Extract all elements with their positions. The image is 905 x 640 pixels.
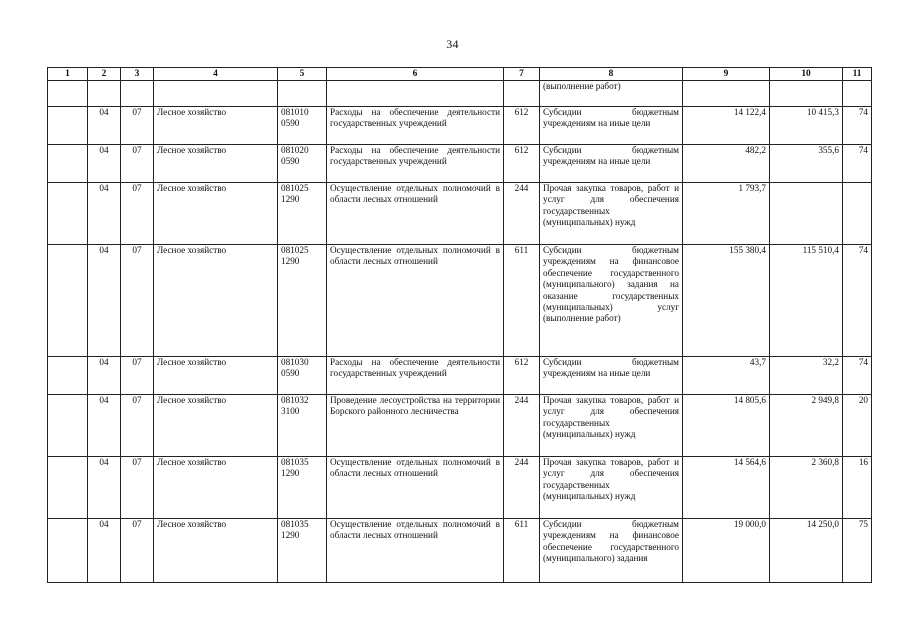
- cell-expense-type: 611: [504, 519, 540, 583]
- cell-target-article: 081032 3100: [278, 395, 327, 457]
- cell-percent: 74: [843, 357, 872, 395]
- cell-section-name: Лесное хозяйство: [154, 395, 278, 457]
- cell-amount-plan: 43,7: [683, 357, 770, 395]
- cell-section-name: Лесное хозяйство: [154, 107, 278, 145]
- cell-section: 04: [88, 395, 121, 457]
- cell-amount-fact: 2 360,8: [770, 457, 843, 519]
- cell-article-name: Расходы на обеспечение деятельности государственных учреждений: [327, 107, 504, 145]
- cell-amount-plan: 1 793,7: [683, 183, 770, 245]
- cell-target-article: 081030 0590: [278, 357, 327, 395]
- column-header: 6: [327, 68, 504, 81]
- column-header: 7: [504, 68, 540, 81]
- cell-amount-fact: 2 949,8: [770, 395, 843, 457]
- cell-target-article: 081020 0590: [278, 145, 327, 183]
- cell-section-name: Лесное хозяйство: [154, 457, 278, 519]
- cell-amount-plan: 14 564,6: [683, 457, 770, 519]
- cell-article-name: Расходы на обеспечение деятельности государственных учреждений: [327, 145, 504, 183]
- column-header: 9: [683, 68, 770, 81]
- cell-section-name: Лесное хозяйство: [154, 183, 278, 245]
- cell-section: 04: [88, 145, 121, 183]
- cell-subsection: 07: [121, 183, 154, 245]
- column-header: 1: [48, 68, 88, 81]
- column-header: 4: [154, 68, 278, 81]
- cell-expense-type: 244: [504, 457, 540, 519]
- cell-target-article: 081035 1290: [278, 519, 327, 583]
- cell-c1: [48, 457, 88, 519]
- cell-c1: [48, 357, 88, 395]
- cell-amount-plan: 155 380,4: [683, 245, 770, 357]
- cell-expense-name: Субсидии бюджетным учреждениям на иные цели: [540, 357, 683, 395]
- cell-amount-plan: 482,2: [683, 145, 770, 183]
- cell-section-name: Лесное хозяйство: [154, 245, 278, 357]
- cell-section: 04: [88, 457, 121, 519]
- continuation-text: (выполнение работ): [540, 81, 683, 107]
- cell-expense-type: 244: [504, 183, 540, 245]
- continuation-row: [48, 81, 872, 107]
- cell-target-article: 081025 1290: [278, 183, 327, 245]
- cell-section-name: Лесное хозяйство: [154, 519, 278, 583]
- table-row: [48, 457, 872, 519]
- cell-c1: [48, 107, 88, 145]
- cell-article-name: Осуществление отдельных полномочий в области лесных отношений: [327, 457, 504, 519]
- cell-c1: [48, 519, 88, 583]
- cell-subsection: 07: [121, 107, 154, 145]
- cell-subsection: 07: [121, 357, 154, 395]
- cell-c1: [48, 395, 88, 457]
- cell-target-article: 081035 1290: [278, 457, 327, 519]
- cell-expense-type: 612: [504, 357, 540, 395]
- cell-expense-name: Субсидии бюджетным учреждениям на иные цели: [540, 145, 683, 183]
- cell-c1: [48, 245, 88, 357]
- cell-section: 04: [88, 519, 121, 583]
- table-row: [48, 183, 872, 245]
- cell-section: 04: [88, 245, 121, 357]
- cell-article-name: Осуществление отдельных полномочий в области лесных отношений: [327, 183, 504, 245]
- cell-percent: 75: [843, 519, 872, 583]
- column-header: 8: [540, 68, 683, 81]
- cell-percent: 74: [843, 245, 872, 357]
- table-row: [48, 245, 872, 357]
- table-row: [48, 357, 872, 395]
- table-row: [48, 145, 872, 183]
- table-row: [48, 107, 872, 145]
- cell-article-name: Осуществление отдельных полномочий в области лесных отношений: [327, 245, 504, 357]
- cell-subsection: 07: [121, 245, 154, 357]
- cell-expense-type: 244: [504, 395, 540, 457]
- cell-section: 04: [88, 357, 121, 395]
- cell-c1: [48, 183, 88, 245]
- cell-percent: 20: [843, 395, 872, 457]
- cell-amount-fact: 32,2: [770, 357, 843, 395]
- column-header: 11: [843, 68, 872, 81]
- table-row: [48, 395, 872, 457]
- cell-expense-name: Прочая закупка товаров, работ и услуг для обеспечения государственных (муниципальных) нужд: [540, 457, 683, 519]
- cell-expense-name: Субсидии бюджетным учреждениям на финансовое обеспечение государственного (муниципального) задания на оказание государственных (муниципальных) услуг (выполнение работ): [540, 245, 683, 357]
- cell-amount-fact: 115 510,4: [770, 245, 843, 357]
- cell-expense-type: 612: [504, 107, 540, 145]
- page-number: 34: [446, 37, 459, 51]
- budget-table: [47, 67, 872, 583]
- table-row: [48, 519, 872, 583]
- cell-section-name: Лесное хозяйство: [154, 357, 278, 395]
- cell-target-article: 081010 0590: [278, 107, 327, 145]
- cell-article-name: Проведение лесоустройства на территории Борского районного лесничества: [327, 395, 504, 457]
- cell-amount-fact: 14 250,0: [770, 519, 843, 583]
- cell-amount-fact: [770, 183, 843, 245]
- cell-expense-name: Субсидии бюджетным учреждениям на иные цели: [540, 107, 683, 145]
- table-header-row: [48, 68, 872, 81]
- cell-section-name: Лесное хозяйство: [154, 145, 278, 183]
- cell-target-article: 081025 1290: [278, 245, 327, 357]
- cell-subsection: 07: [121, 145, 154, 183]
- cell-expense-type: 611: [504, 245, 540, 357]
- cell-subsection: 07: [121, 395, 154, 457]
- cell-expense-name: Прочая закупка товаров, работ и услуг для обеспечения государственных (муниципальных) нужд: [540, 183, 683, 245]
- cell-section: 04: [88, 183, 121, 245]
- cell-subsection: 07: [121, 519, 154, 583]
- cell-section: 04: [88, 107, 121, 145]
- cell-c1: [48, 145, 88, 183]
- cell-article-name: Осуществление отдельных полномочий в области лесных отношений: [327, 519, 504, 583]
- cell-expense-name: Прочая закупка товаров, работ и услуг для обеспечения государственных (муниципальных) нужд: [540, 395, 683, 457]
- cell-amount-plan: 14 122,4: [683, 107, 770, 145]
- column-header: 10: [770, 68, 843, 81]
- column-header: 5: [278, 68, 327, 81]
- cell-amount-plan: 19 000,0: [683, 519, 770, 583]
- cell-expense-name: Субсидии бюджетным учреждениям на финансовое обеспечение государственного (муниципального) задания: [540, 519, 683, 583]
- column-header: 3: [121, 68, 154, 81]
- cell-percent: [843, 183, 872, 245]
- cell-subsection: 07: [121, 457, 154, 519]
- cell-percent: 74: [843, 107, 872, 145]
- cell-amount-plan: 14 805,6: [683, 395, 770, 457]
- cell-amount-fact: 10 415,3: [770, 107, 843, 145]
- cell-expense-type: 612: [504, 145, 540, 183]
- column-header: 2: [88, 68, 121, 81]
- cell-amount-fact: 355,6: [770, 145, 843, 183]
- cell-percent: 16: [843, 457, 872, 519]
- cell-percent: 74: [843, 145, 872, 183]
- cell-article-name: Расходы на обеспечение деятельности государственных учреждений: [327, 357, 504, 395]
